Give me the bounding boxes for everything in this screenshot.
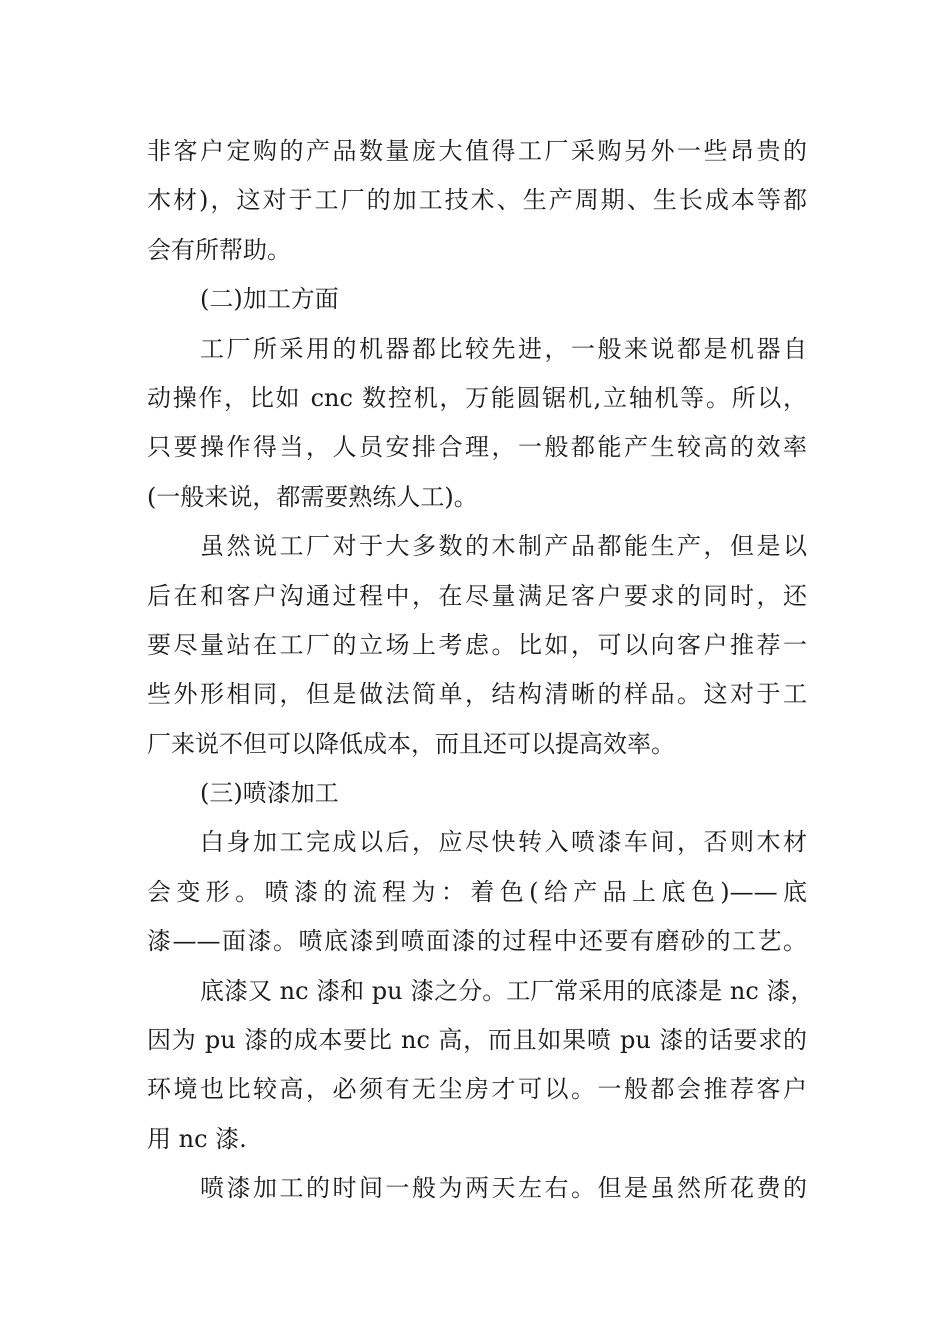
text-line: 环境也比较高，必须有无尘房才可以。一般都会推荐客户 bbox=[147, 1075, 807, 1104]
text-line: 厂来说不但可以降低成本，而且还可以提高效率。 bbox=[147, 729, 675, 758]
text-line: 后在和客户沟通过程中，在尽量满足客户要求的同时，还 bbox=[147, 581, 807, 610]
section-heading: (二)加工方面 bbox=[200, 285, 339, 314]
body-text bbox=[147, 127, 815, 1214]
text-line: 白身加工完成以后，应尽快转入喷漆车间，否则木材 bbox=[200, 828, 807, 857]
text-line: 会有所帮助。 bbox=[147, 235, 291, 264]
text-line: 只要操作得当，人员安排合理，一般都能产生较高的效率 bbox=[147, 433, 807, 462]
text-line: 用 nc 漆. bbox=[147, 1124, 247, 1153]
text-line: (一般来说，都需要熟练人工)。 bbox=[147, 482, 478, 511]
text-line: 工厂所采用的机器都比较先进，一般来说都是机器自 bbox=[200, 334, 807, 363]
text-line: 底漆又 nc 漆和 pu 漆之分。工厂常采用的底漆是 nc 漆， bbox=[200, 976, 815, 1005]
text-line: 些外形相同，但是做法简单，结构清晰的样品。这对于工 bbox=[147, 680, 807, 709]
text-line: 动操作，比如 cnc 数控机，万能圆锯机,立轴机等。所以， bbox=[147, 383, 807, 412]
text-line: 虽然说工厂对于大多数的木制产品都能生产，但是以 bbox=[200, 532, 807, 561]
text-line: 要尽量站在工厂的立场上考虑。比如，可以向客户推荐一 bbox=[147, 630, 807, 659]
text-line: 喷漆加工的时间一般为两天左右。但是虽然所花费的 bbox=[200, 1174, 807, 1203]
text-line: 非客户定购的产品数量庞大值得工厂采购另外一些昂贵的 bbox=[147, 137, 807, 165]
text-line: 漆——面漆。喷底漆到喷面漆的过程中还要有磨砂的工艺。 bbox=[147, 927, 807, 956]
text-line: 木材)，这对于工厂的加工技术、生产周期、生长成本等都 bbox=[147, 186, 807, 215]
text-line: 会变形。喷漆的流程为：着色(给产品上底色)——底 bbox=[147, 877, 807, 906]
text-line: 因为 pu 漆的成本要比 nc 高，而且如果喷 pu 漆的话要求的 bbox=[147, 1026, 807, 1055]
section-heading: (三)喷漆加工 bbox=[200, 779, 339, 808]
